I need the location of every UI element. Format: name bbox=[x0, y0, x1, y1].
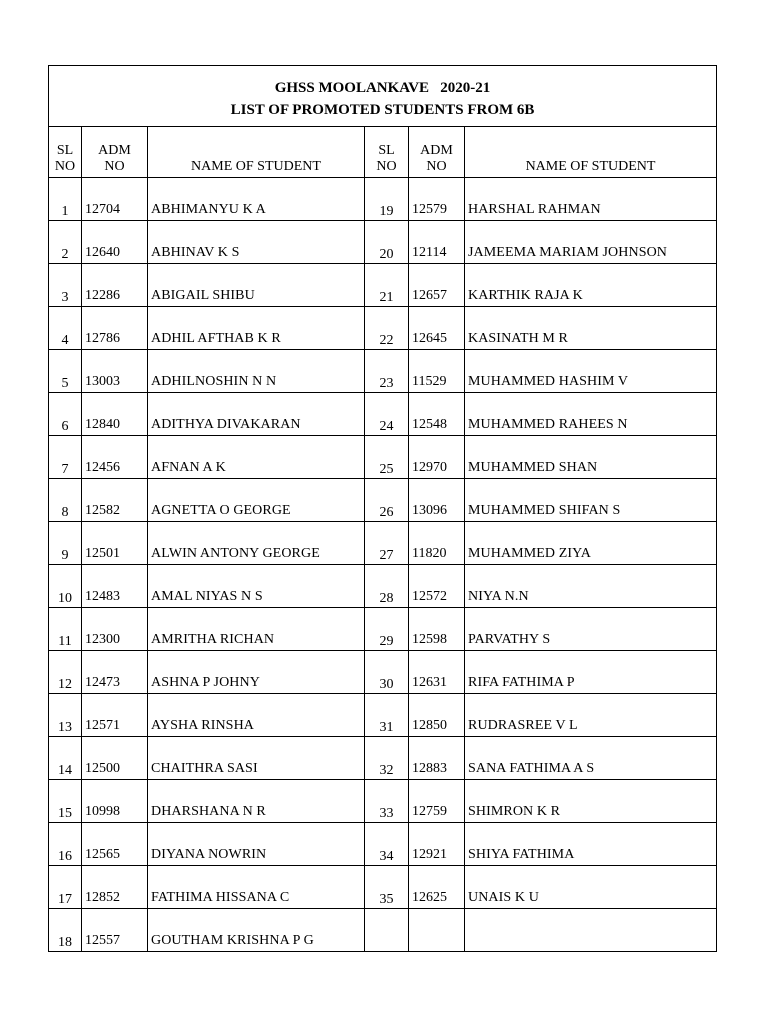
right-adm-no: 12970 bbox=[409, 436, 465, 479]
right-student-name: JAMEEMA MARIAM JOHNSON bbox=[465, 221, 717, 264]
left-student-name: ABHIMANYU K A bbox=[148, 178, 365, 221]
table-row bbox=[49, 221, 717, 264]
table-row bbox=[49, 436, 717, 479]
table-row bbox=[49, 608, 717, 651]
sl-no-header-left: SL NO bbox=[49, 127, 82, 178]
left-sl-no: 14 bbox=[49, 737, 82, 780]
table-row bbox=[49, 780, 717, 823]
right-adm-no: 12759 bbox=[409, 780, 465, 823]
left-sl-no: 2 bbox=[49, 221, 82, 264]
table-row bbox=[49, 264, 717, 307]
left-sl-no: 7 bbox=[49, 436, 82, 479]
right-sl-no: 19 bbox=[365, 178, 409, 221]
name-header-left: NAME OF STUDENT bbox=[148, 127, 365, 178]
right-adm-no: 12850 bbox=[409, 694, 465, 737]
table-row bbox=[49, 393, 717, 436]
right-adm-no: 12548 bbox=[409, 393, 465, 436]
title-cell bbox=[49, 66, 717, 127]
right-adm-no: 12631 bbox=[409, 651, 465, 694]
left-adm-no: 12786 bbox=[82, 307, 148, 350]
right-adm-no: 13096 bbox=[409, 479, 465, 522]
right-adm-no: 12625 bbox=[409, 866, 465, 909]
table-row bbox=[49, 651, 717, 694]
right-sl-no: 31 bbox=[365, 694, 409, 737]
left-adm-no: 12571 bbox=[82, 694, 148, 737]
table-row bbox=[49, 565, 717, 608]
left-student-name: AMRITHA RICHAN bbox=[148, 608, 365, 651]
right-sl-no: 20 bbox=[365, 221, 409, 264]
right-adm-no: 12579 bbox=[409, 178, 465, 221]
right-adm-no: 12657 bbox=[409, 264, 465, 307]
header-row bbox=[49, 127, 717, 178]
table-row bbox=[49, 178, 717, 221]
left-sl-no: 8 bbox=[49, 479, 82, 522]
student-table bbox=[48, 65, 717, 952]
left-sl-no: 3 bbox=[49, 264, 82, 307]
left-adm-no: 12456 bbox=[82, 436, 148, 479]
left-adm-no: 12852 bbox=[82, 866, 148, 909]
left-student-name: ABIGAIL SHIBU bbox=[148, 264, 365, 307]
left-student-name: GOUTHAM KRISHNA P G bbox=[148, 909, 365, 952]
right-adm-no: 11529 bbox=[409, 350, 465, 393]
left-sl-no: 12 bbox=[49, 651, 82, 694]
left-adm-no: 12640 bbox=[82, 221, 148, 264]
right-student-name: SHIYA FATHIMA bbox=[465, 823, 717, 866]
left-student-name: AFNAN A K bbox=[148, 436, 365, 479]
school-title: GHSS MOOLANKAVE 2020-21 bbox=[274, 80, 491, 96]
right-sl-no bbox=[365, 909, 409, 952]
table-row bbox=[49, 479, 717, 522]
left-adm-no: 12582 bbox=[82, 479, 148, 522]
left-student-name: AGNETTA O GEORGE bbox=[148, 479, 365, 522]
left-sl-no: 13 bbox=[49, 694, 82, 737]
left-sl-no: 15 bbox=[49, 780, 82, 823]
right-student-name: UNAIS K U bbox=[465, 866, 717, 909]
right-sl-no: 35 bbox=[365, 866, 409, 909]
right-student-name bbox=[465, 909, 717, 952]
right-student-name: NIYA N.N bbox=[465, 565, 717, 608]
left-adm-no: 12500 bbox=[82, 737, 148, 780]
left-student-name: ADITHYA DIVAKARAN bbox=[148, 393, 365, 436]
right-sl-no: 28 bbox=[365, 565, 409, 608]
right-student-name: MUHAMMED SHAN bbox=[465, 436, 717, 479]
left-sl-no: 11 bbox=[49, 608, 82, 651]
list-subtitle: LIST OF PROMOTED STUDENTS FROM 6B bbox=[230, 102, 535, 118]
adm-no-header-left: ADM NO bbox=[82, 127, 148, 178]
right-adm-no: 12114 bbox=[409, 221, 465, 264]
right-adm-no: 12883 bbox=[409, 737, 465, 780]
right-adm-no bbox=[409, 909, 465, 952]
left-sl-no: 9 bbox=[49, 522, 82, 565]
table-row bbox=[49, 909, 717, 952]
left-student-name: ADHIL AFTHAB K R bbox=[148, 307, 365, 350]
name-header-right: NAME OF STUDENT bbox=[465, 127, 717, 178]
table-row bbox=[49, 737, 717, 780]
left-adm-no: 12483 bbox=[82, 565, 148, 608]
left-student-name: ADHILNOSHIN N N bbox=[148, 350, 365, 393]
left-student-name: AMAL NIYAS N S bbox=[148, 565, 365, 608]
right-student-name: SANA FATHIMA A S bbox=[465, 737, 717, 780]
right-student-name: MUHAMMED ZIYA bbox=[465, 522, 717, 565]
right-adm-no: 12572 bbox=[409, 565, 465, 608]
right-student-name: RIFA FATHIMA P bbox=[465, 651, 717, 694]
right-sl-no: 32 bbox=[365, 737, 409, 780]
right-student-name: KARTHIK RAJA K bbox=[465, 264, 717, 307]
right-adm-no: 11820 bbox=[409, 522, 465, 565]
left-student-name: FATHIMA HISSANA C bbox=[148, 866, 365, 909]
right-adm-no: 12598 bbox=[409, 608, 465, 651]
table-row bbox=[49, 350, 717, 393]
left-sl-no: 1 bbox=[49, 178, 82, 221]
right-student-name: PARVATHY S bbox=[465, 608, 717, 651]
right-sl-no: 21 bbox=[365, 264, 409, 307]
right-sl-no: 29 bbox=[365, 608, 409, 651]
right-sl-no: 22 bbox=[365, 307, 409, 350]
right-student-name: MUHAMMED SHIFAN S bbox=[465, 479, 717, 522]
left-student-name: CHAITHRA SASI bbox=[148, 737, 365, 780]
adm-no-header-right: ADM NO bbox=[409, 127, 465, 178]
table-row bbox=[49, 694, 717, 737]
right-sl-no: 26 bbox=[365, 479, 409, 522]
table-row bbox=[49, 866, 717, 909]
right-adm-no: 12921 bbox=[409, 823, 465, 866]
left-sl-no: 10 bbox=[49, 565, 82, 608]
right-student-name: SHIMRON K R bbox=[465, 780, 717, 823]
left-student-name: ABHINAV K S bbox=[148, 221, 365, 264]
left-adm-no: 13003 bbox=[82, 350, 148, 393]
left-student-name: ASHNA P JOHNY bbox=[148, 651, 365, 694]
left-adm-no: 12840 bbox=[82, 393, 148, 436]
right-sl-no: 25 bbox=[365, 436, 409, 479]
right-student-name: HARSHAL RAHMAN bbox=[465, 178, 717, 221]
sl-no-header-right: SL NO bbox=[365, 127, 409, 178]
table-row bbox=[49, 823, 717, 866]
right-student-name: MUHAMMED HASHIM V bbox=[465, 350, 717, 393]
right-student-name: KASINATH M R bbox=[465, 307, 717, 350]
right-sl-no: 24 bbox=[365, 393, 409, 436]
left-student-name: DIYANA NOWRIN bbox=[148, 823, 365, 866]
student-list-sheet bbox=[48, 65, 716, 952]
table-row bbox=[49, 307, 717, 350]
left-adm-no: 12501 bbox=[82, 522, 148, 565]
right-sl-no: 34 bbox=[365, 823, 409, 866]
right-sl-no: 23 bbox=[365, 350, 409, 393]
left-sl-no: 6 bbox=[49, 393, 82, 436]
left-adm-no: 12300 bbox=[82, 608, 148, 651]
left-student-name: ALWIN ANTONY GEORGE bbox=[148, 522, 365, 565]
right-student-name: MUHAMMED RAHEES N bbox=[465, 393, 717, 436]
right-sl-no: 33 bbox=[365, 780, 409, 823]
left-adm-no: 12286 bbox=[82, 264, 148, 307]
left-adm-no: 10998 bbox=[82, 780, 148, 823]
left-adm-no: 12704 bbox=[82, 178, 148, 221]
left-adm-no: 12557 bbox=[82, 909, 148, 952]
left-sl-no: 5 bbox=[49, 350, 82, 393]
right-sl-no: 27 bbox=[365, 522, 409, 565]
left-sl-no: 18 bbox=[49, 909, 82, 952]
left-student-name: DHARSHANA N R bbox=[148, 780, 365, 823]
left-sl-no: 16 bbox=[49, 823, 82, 866]
left-adm-no: 12565 bbox=[82, 823, 148, 866]
left-sl-no: 4 bbox=[49, 307, 82, 350]
right-sl-no: 30 bbox=[365, 651, 409, 694]
left-student-name: AYSHA RINSHA bbox=[148, 694, 365, 737]
left-adm-no: 12473 bbox=[82, 651, 148, 694]
right-student-name: RUDRASREE V L bbox=[465, 694, 717, 737]
table-row bbox=[49, 522, 717, 565]
left-sl-no: 17 bbox=[49, 866, 82, 909]
right-adm-no: 12645 bbox=[409, 307, 465, 350]
